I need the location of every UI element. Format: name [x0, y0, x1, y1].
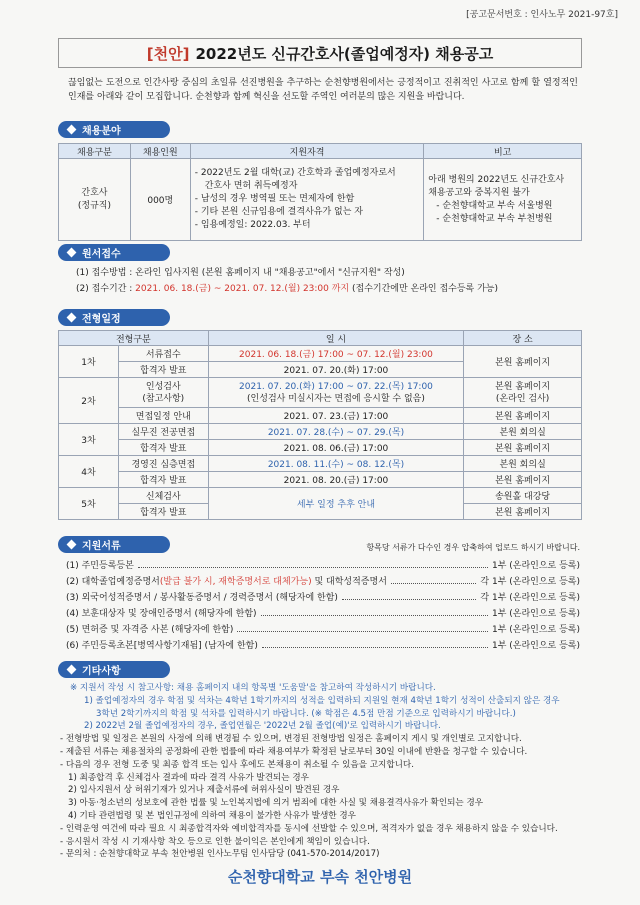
- footer-hospital-name: 순천향대학교 부속 천안병원: [227, 868, 413, 886]
- stage-date: 2021. 08. 06.(금) 17:00: [208, 440, 464, 456]
- apply-period-row: [76, 282, 498, 296]
- category-line: (정규직): [77, 200, 111, 211]
- stage-date: [208, 378, 464, 408]
- stage-place: 본원 회의실: [464, 456, 582, 472]
- etc-line: 2) 입사지원서 상 허위기재가 있거나 제출서류에 허위사실이 발견된 경우: [68, 785, 340, 796]
- document-item: [66, 558, 580, 571]
- etc-list: [60, 682, 584, 861]
- stage-date: 2021. 07. 28.(수) ~ 07. 29.(목): [208, 424, 464, 440]
- stage-item: 신체검사: [118, 488, 208, 504]
- document-item: [66, 638, 580, 651]
- dot-leader: [261, 609, 488, 616]
- etc-line: 2) 2022년 2월 졸업예정자의 경우, 졸업연월은 '2022년 2월 졸업(예)'로 입력하시기 바랍니다.: [84, 721, 441, 732]
- stage-item: [118, 378, 208, 408]
- apply-period-note: (접수기간에만 온라인 접수등록 가능): [352, 284, 499, 294]
- remark-line: 채용공고와 중복지원 불가: [428, 187, 530, 198]
- section-header-documents: [58, 536, 170, 553]
- etc-line: - 응시원서 작성 시 기재사항 착오 등으로 인한 불이익은 본인에게 책임이 있습니다.: [60, 836, 370, 847]
- dot-leader: [138, 561, 488, 568]
- stage-item: 실무진 전공면접: [118, 424, 208, 440]
- field-remarks: [424, 159, 582, 241]
- stage-place: 본원 홈페이지: [464, 472, 582, 488]
- etc-line: 3) 아동·청소년의 성보호에 관한 법률 및 노인복지법에 의거 범죄에 대한 사실 및 채용결격사유가 확인되는 경우: [68, 798, 484, 809]
- document-name-note: (발급 불가 시, 재학증명서로 대체가능): [159, 577, 312, 587]
- stage-date: 2021. 08. 20.(금) 17:00: [208, 472, 464, 488]
- etc-line: - 전형방법 및 일정은 본원의 사정에 의해 변경될 수 있으며, 변경된 전형방법 일정은 홈페이지 게시 및 개인별로 고지합니다.: [60, 734, 522, 745]
- stage-place: 본원 홈페이지: [464, 408, 582, 424]
- stage-place-line: (온라인 검사): [495, 393, 550, 404]
- stage-item: 합격자 발표: [118, 362, 208, 378]
- section-title: 전형일정: [82, 314, 121, 325]
- stage-item-line: (참고사항): [142, 393, 185, 404]
- section-title: 지원서류: [82, 541, 121, 552]
- field-count: 000명: [130, 159, 190, 241]
- etc-line: 3학년 2학기까지의 학점 및 석차를 입력하시기 바랍니다. (※ 학점은 4.5점 만점 기준으로 입력하시기 바랍니다.): [96, 708, 516, 719]
- etc-line: 1) 최종합격 후 신체검사 결과에 따라 결격 사유가 발견되는 경우: [68, 772, 309, 783]
- intro-paragraph: 끊임없는 도전으로 인간사랑 중심의 초일류 선진병원을 추구하는 순천향병원에서는 긍정적이고 진취적인 사고로 함께 할 열정적인 인재를 아래와 같이 모집합니다. 순천향과 함께 혁신을 선도할 주역인 여러분의 많은 지원을 바랍니다.: [68, 78, 578, 102]
- stage-date: 세부 일정 추후 안내: [208, 488, 464, 520]
- etc-line: ※ 지원서 작성 시 참고사항: 채용 홈페이지 내의 항목별 '도움말'을 참고하여 작성하시기 바랍니다.: [70, 683, 436, 693]
- stage-label: 5차: [59, 488, 119, 520]
- stage-place: 본원 홈페이지: [464, 346, 582, 378]
- documents-note: 항목당 서류가 다수인 경우 압축하여 업로드 하시기 바랍니다.: [366, 543, 580, 552]
- stage-label: 2차: [59, 378, 119, 424]
- qualification-line: - 임용예정일: 2022.03. 부터: [194, 220, 311, 230]
- section-header-apply: [58, 244, 170, 261]
- apply-period-label: (2) 접수기간 :: [76, 284, 133, 294]
- page-title: [58, 38, 582, 68]
- etc-line: - 문의처 : 순천향대학교 부속 천안병원 인사노무팀 인사담당 (041-570-2014/2017): [60, 849, 380, 860]
- stage-label: 4차: [59, 456, 119, 488]
- dot-leader: [342, 593, 477, 600]
- stage-item: 면접일정 안내: [118, 408, 208, 424]
- qualification-line: - 남성의 경우 병역필 또는 면제자에 한함: [194, 194, 355, 204]
- document-name-tail: 및 대학성적증명서: [311, 577, 387, 587]
- stage-date: 2021. 07. 23.(금) 17:00: [208, 408, 464, 424]
- etc-line: - 제출된 서류는 채용절차의 공정화에 관한 법률에 따라 채용여부가 확정된 날로부터 30일 이내에 반환을 청구할 수 있습니다.: [60, 746, 528, 757]
- etc-line: - 다음의 경우 전형 도중 및 최종 합격 또는 입사 후에도 본채용이 취소될 수 있음을 고지합니다.: [60, 759, 414, 770]
- document-qty: 1부 (온라인으로 등록): [491, 561, 580, 571]
- schedule-table: [58, 330, 582, 520]
- diamond-icon: [67, 125, 77, 135]
- stage-item: 합격자 발표: [118, 440, 208, 456]
- stage-date-note: (인성검사 미실시자는 면접에 응시할 수 없음): [247, 393, 425, 404]
- field-table: [58, 143, 582, 241]
- document-item: [66, 574, 580, 587]
- stage-place-line: 본원 홈페이지: [495, 381, 551, 392]
- section-header-field: [58, 121, 170, 138]
- document-number: [공고문서번호 : 인사노무 2021-97호]: [466, 10, 618, 20]
- document-name: (1) 주민등록등본: [66, 561, 134, 571]
- field-header-remarks: 비고: [424, 144, 582, 159]
- section-header-schedule: [58, 309, 170, 326]
- stage-place: 송원홀 대강당: [464, 488, 582, 504]
- stage-date: 2021. 07. 20.(화) 17:00: [208, 362, 464, 378]
- stage-date: 2021. 08. 11.(수) ~ 08. 12.(목): [208, 456, 464, 472]
- field-qualifications: [190, 159, 424, 241]
- document-item: [66, 622, 580, 635]
- qualification-line: 간호사 면허 취득예정자: [204, 181, 298, 191]
- remark-line: - 순천향대학교 부속 부천병원: [436, 213, 553, 224]
- diamond-icon: [67, 665, 77, 675]
- document-qty: 각 1부 (온라인으로 등록): [480, 593, 580, 603]
- schedule-header-stage: 전형구분: [59, 331, 209, 346]
- category-line: 간호사: [81, 187, 108, 198]
- field-header-qualification: 지원자격: [190, 144, 424, 159]
- document-qty: 1부 (온라인으로 등록): [491, 641, 580, 651]
- qualification-line: - 기타 본원 신규임용에 결격사유가 없는 자: [194, 207, 363, 217]
- stage-place: [464, 378, 582, 408]
- dot-leader: [237, 625, 488, 632]
- qualification-line: - 2022년도 2월 대학(교) 간호학과 졸업예정자로서: [194, 168, 396, 178]
- stage-place: 본원 홈페이지: [464, 504, 582, 520]
- etc-line: - 인력운영 여건에 따라 필요 시 최종합격자와 예비합격자를 동시에 선발할 수 있으며, 적격자가 없을 경우 채용하지 않을 수 있습니다.: [60, 823, 558, 834]
- diamond-icon: [67, 248, 77, 258]
- schedule-header-place: 장 소: [464, 331, 582, 346]
- dot-leader: [262, 641, 488, 648]
- document-item: [66, 590, 580, 603]
- section-title: 기타사항: [82, 666, 121, 677]
- dot-leader: [391, 577, 477, 584]
- stage-place: 본원 회의실: [464, 424, 582, 440]
- field-category: [59, 159, 131, 241]
- document-qty: 각 1부 (온라인으로 등록): [480, 577, 580, 587]
- documents-list: [66, 558, 580, 654]
- stage-date: 2021. 06. 18.(금) 17:00 ~ 07. 12.(월) 23:00: [208, 346, 464, 362]
- document-qty: 1부 (온라인으로 등록): [491, 625, 580, 635]
- stage-label: 3차: [59, 424, 119, 456]
- stage-date-line: 2021. 07. 20.(화) 17:00 ~ 07. 22.(목) 17:00: [239, 381, 433, 392]
- stage-item: 서류접수: [118, 346, 208, 362]
- section-title: 채용분야: [82, 126, 121, 137]
- stage-item: 경영진 심층면접: [118, 456, 208, 472]
- document-name: (4) 보훈대상자 및 장애인증명서 (해당자에 한함): [66, 609, 257, 619]
- field-header-category: 채용구분: [59, 144, 131, 159]
- diamond-icon: [67, 313, 77, 323]
- title-main: 2022년도 신규간호사(졸업예정자) 채용공고: [195, 44, 494, 63]
- title-prefix: [천안]: [146, 44, 190, 63]
- stage-item-line: 인성검사: [145, 381, 181, 392]
- document-name: (6) 주민등록초본[병역사항기재됨] (남자에 한함): [66, 641, 258, 651]
- document-name: (3) 외국어성적증명서 / 봉사활동증명서 / 경력증명서 (해당자에 한함): [66, 593, 338, 603]
- stage-label: 1차: [59, 346, 119, 378]
- stage-item: 합격자 발표: [118, 504, 208, 520]
- remark-line: 아래 병원의 2022년도 신규간호사: [428, 174, 565, 185]
- remark-line: - 순천향대학교 부속 서울병원: [436, 200, 553, 211]
- document-qty: 1부 (온라인으로 등록): [491, 609, 580, 619]
- apply-method: (1) 접수방법 : 온라인 입사지원 (본원 홈페이지 내 "채용공고"에서 "신규지원" 작성): [76, 268, 405, 278]
- document-name-main: (2) 대학졸업예정증명서: [66, 577, 160, 587]
- stage-place: 본원 홈페이지: [464, 440, 582, 456]
- document-item: [66, 606, 580, 619]
- section-header-etc: [58, 661, 170, 678]
- diamond-icon: [67, 540, 77, 550]
- etc-line: 4) 기타 관련법령 및 본 법인규정에 의하여 채용이 불가한 사유가 발생한 경우: [68, 810, 356, 821]
- etc-line: 1) 졸업예정자의 경우 학점 및 석차는 4학년 1학기까지의 성적을 입력하되 지원일 현재 4학년 1학기 성적이 산출되지 않은 경우: [84, 695, 560, 706]
- document-name: [66, 574, 387, 587]
- field-header-count: 채용인원: [130, 144, 190, 159]
- stage-item: 합격자 발표: [118, 472, 208, 488]
- schedule-header-date: 일 시: [208, 331, 464, 346]
- document-name: (5) 면허증 및 자격증 사본 (해당자에 한함): [66, 625, 234, 635]
- apply-period: 2021. 06. 18.(금) ~ 2021. 07. 12.(월) 23:00 까지: [135, 284, 350, 294]
- section-title: 원서접수: [82, 249, 121, 260]
